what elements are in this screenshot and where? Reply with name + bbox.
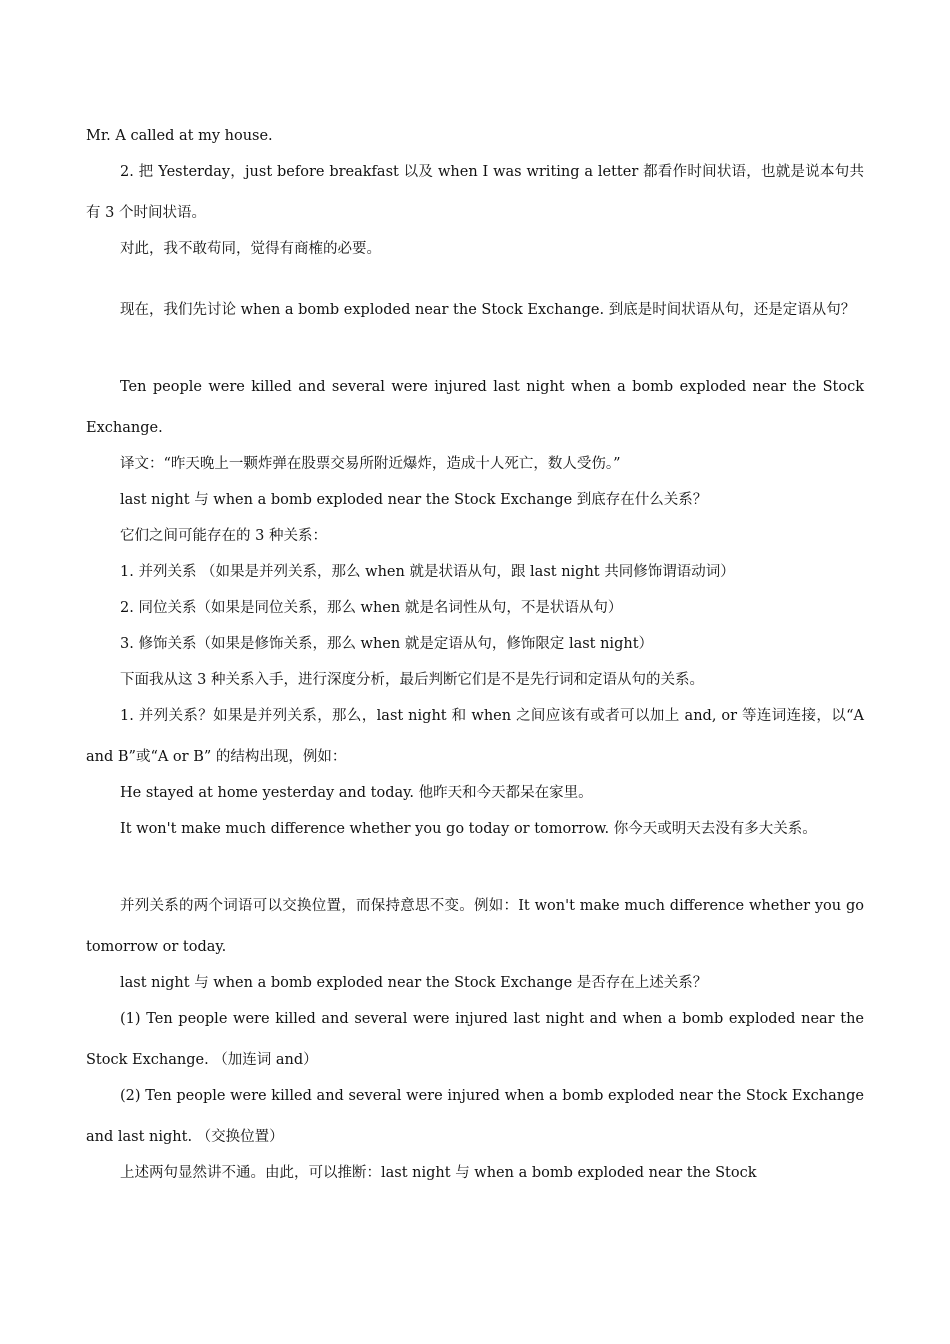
paragraph-13: 1. 并列关系？如果是并列关系，那么，last night 和 when 之间应该有或者可以加上 and, or 等连词连接，以“A and B”或“A or B” 的结构出现，例如： <box>86 708 864 765</box>
paragraph-11: 3. 修饰关系（如果是修饰关系，那么 when 就是定语从句，修饰限定 last night） <box>120 636 654 652</box>
paragraph-8: 它们之间可能存在的 3 种关系： <box>120 528 327 544</box>
paragraph-18: (1) Ten people were killed and several were injured last night and when a bomb exploded near the Stock Exchange. （加连词 and） <box>86 1011 864 1068</box>
paragraph-2: 2. 把 Yesterday，just before breakfast 以及 when I was writing a letter 都看作时间状语，也就是说本句共有 3 个时间状语。 <box>86 164 864 221</box>
paragraph-3: 对此，我不敢苟同，觉得有商榷的必要。 <box>120 241 381 257</box>
paragraph-1: Mr. A called at my house. <box>86 128 273 144</box>
paragraph-12: 下面我从这 3 种关系入手，进行深度分析，最后判断它们是不是先行词和定语从句的关系。 <box>120 672 704 688</box>
paragraph-16: 并列关系的两个词语可以交换位置，而保持意思不变。例如：It won't make much difference whether you go tomorrow or today. <box>86 898 864 955</box>
paragraph-17: last night 与 when a bomb exploded near the Stock Exchange 是否存在上述关系？ <box>120 975 708 991</box>
paragraph-5: Ten people were killed and several were injured last night when a bomb exploded near the Stock Exchange. <box>86 379 864 436</box>
paragraph-15: It won't make much difference whether you go today or tomorrow. 你今天或明天去没有多大关系。 <box>120 821 817 837</box>
paragraph-4: 现在，我们先讨论 when a bomb exploded near the Stock Exchange. 到底是时间状语从句，还是定语从句？ <box>120 302 856 318</box>
paragraph-7: last night 与 when a bomb exploded near the Stock Exchange 到底存在什么关系？ <box>120 492 708 508</box>
paragraph-9: 1. 并列关系 （如果是并列关系，那么 when 就是状语从句，跟 last night 共同修饰谓语动词） <box>120 564 735 580</box>
paragraph-10: 2. 同位关系（如果是同位关系，那么 when 就是名词性从句，不是状语从句） <box>120 600 623 616</box>
paragraph-14: He stayed at home yesterday and today. 他昨天和今天都呆在家里。 <box>120 785 593 801</box>
paragraph-6: 译文：“昨天晚上一颗炸弹在股票交易所附近爆炸，造成十人死亡，数人受伤。” <box>120 456 621 472</box>
paragraph-19: (2) Ten people were killed and several were injured when a bomb exploded near the Stock Exchange and last night. （交换位置） <box>86 1088 864 1145</box>
paragraph-20: 上述两句显然讲不通。由此，可以推断：last night 与 when a bomb exploded near the Stock <box>120 1165 757 1181</box>
